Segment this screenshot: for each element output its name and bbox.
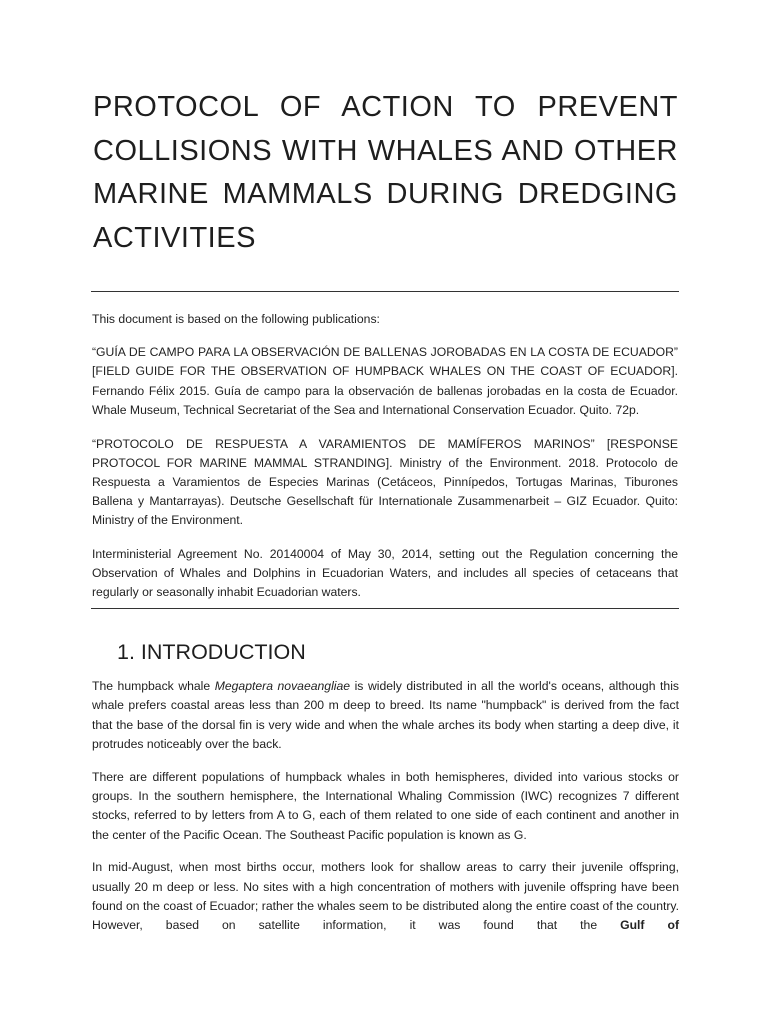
reference-item: Interministerial Agreement No. 20140004 of May 30, 2014, setting out the Regulation concerning the Observation of Whales and Dolphins in Ecuadorian Waters, and includes all species of cetaceans that regularly or seasonally inhabit Ecuadorian waters.: [92, 547, 678, 600]
references-intro: This document is based on the following publications:: [92, 312, 380, 326]
body-paragraph: The humpback whale Megaptera novaeangliae is widely distributed in all the world's oceans, although this whale prefers coastal areas less than 200 m deep to breed. Its name "humpback" is derived from the fact that the base of the dorsal fin is very wide and when the whale arches its body when starting a deep dive, it protrudes noticeably over the back.: [92, 679, 679, 751]
top-divider: [91, 291, 679, 292]
section-heading: 1. INTRODUCTION: [117, 640, 306, 664]
bottom-divider: [91, 608, 679, 609]
species-name: Megaptera novaeangliae: [214, 679, 351, 693]
reference-item: “PROTOCOLO DE RESPUESTA A VARAMIENTOS DE MAMÍFEROS MARINOS” [RESPONSE PROTOCOL FOR MARINE MAMMAL STRANDING]. Ministry of the Environment. 2018. Protocolo de Respuesta a Varamientos de Especies Marinas (Cetáceos, Pinnípedos, Tortugas Marinas, Tiburones Ballena y Mantarrayas). Deutsche Gesellschaft für Internationale Zusammenarbeit – GIZ Ecuador. Quito: Ministry of the Environment.: [92, 436, 678, 528]
document-title: PROTOCOL OF ACTION TO PREVENT COLLISIONS WITH WHALES AND OTHER MARINE MAMMALS DURING DREDGING ACTIVITIES: [93, 91, 678, 254]
body-paragraph: There are different populations of humpback whales in both hemispheres, divided into various stocks or groups. In the southern hemisphere, the International Whaling Commission (IWC) recognizes 7 different stocks, referred to by letters from A to G, each of them related to one side of each continent and another in the center of the Pacific Ocean. The Southeast Pacific population is known as G.: [92, 769, 679, 842]
reference-item: “GUÍA DE CAMPO PARA LA OBSERVACIÓN DE BALLENAS JOROBADAS EN LA COSTA DE ECUADOR” [FIELD GUIDE FOR THE OBSERVATION OF HUMPBACK WHALES ON THE COAST OF ECUADOR]. Fernando Félix 2015. Guía de campo para la observación de ballenas jorobadas en la costa de Ecuador. Whale Museum, Technical Secretariat of the Sea and International Conservation Ecuador. Quito. 72p.: [92, 345, 678, 417]
references-block: [92, 310, 678, 617]
body-paragraph: In mid-August, when most births occur, mothers look for shallow areas to carry their juvenile offspring, usually 20 m deep or less. No sites with a high concentration of mothers with juvenile offspring have been found on the coast of Ecuador; rather the whales seem to be distributed along the entire coast of the country. However, based on satellite information, it was found that the Gulf of: [92, 860, 679, 933]
bold-term: Gulf of: [620, 918, 679, 933]
introduction-body: [92, 677, 679, 949]
